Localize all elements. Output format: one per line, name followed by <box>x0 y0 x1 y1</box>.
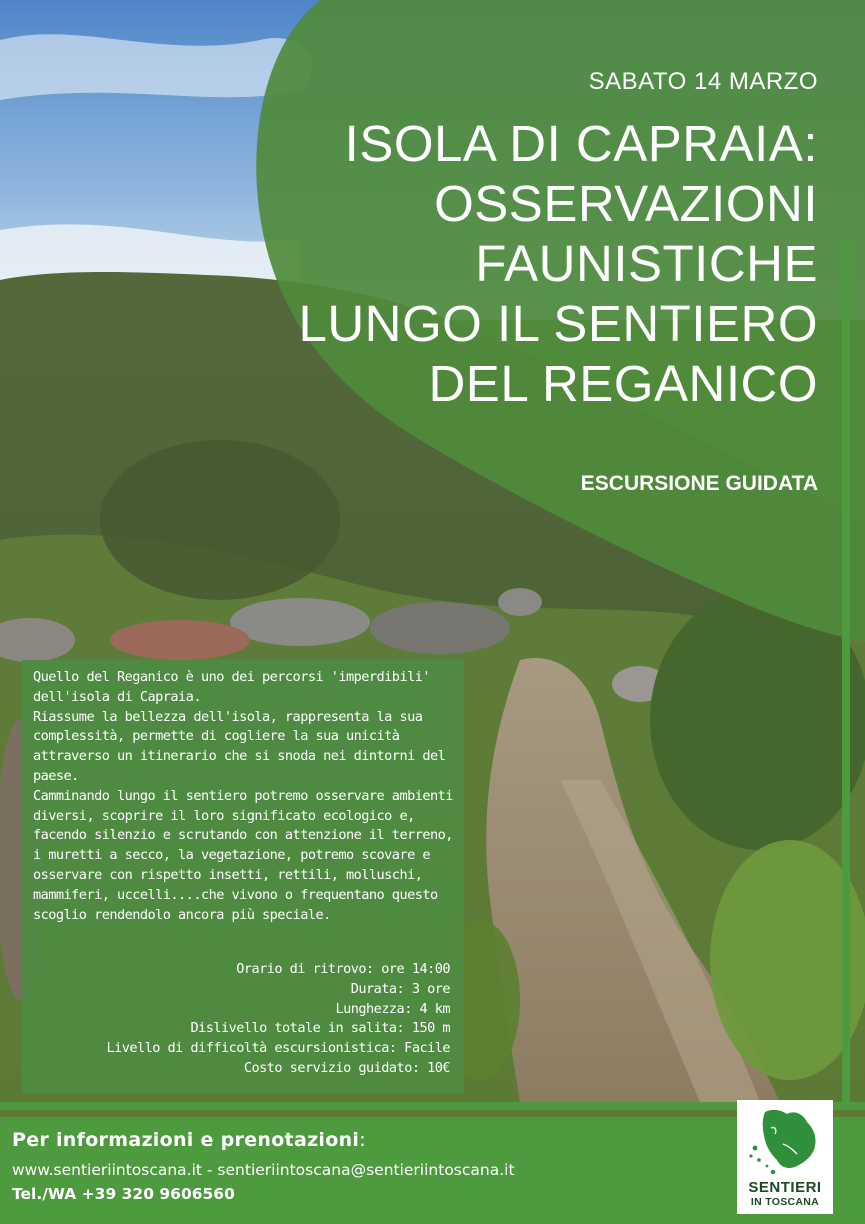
guided-service-cost: Costo servizio guidato: 10€ <box>243 1059 450 1076</box>
info-heading-text: Per informazioni e prenotazioni <box>12 1129 360 1151</box>
info-heading <box>12 1129 366 1151</box>
tuscany-map-icon <box>737 1100 833 1180</box>
title-line: ISOLA DI CAPRAIA: <box>344 115 818 172</box>
event-date: SABATO 14 MARZO <box>588 68 818 95</box>
elevation-gain: Dislivello totale in salita: 150 m <box>190 1020 450 1037</box>
duration: Durata: 3 ore <box>350 980 450 997</box>
logo-title: SENTIERI <box>748 1179 822 1196</box>
description-paragraph: Quello del Reganico è uno dei percorsi 'imperdibili' dell'isola di Capraia. <box>33 669 430 705</box>
title-line: FAUNISTICHE <box>475 235 818 292</box>
description-paragraph: Riassume la bellezza dell'isola, rappresenta la sua complessità, permette di cogliere la sua unicità attraverso un itinerario che si snoda nei dintorni del paese. <box>33 708 446 784</box>
event-type: ESCURSIONE GUIDATA <box>580 472 818 495</box>
description-box <box>22 660 464 1093</box>
footer-contact-bar <box>0 1117 865 1224</box>
title-line: LUNGO IL SENTIERO <box>298 295 818 352</box>
meeting-time: Orario di ritrovo: ore 14:00 <box>236 961 450 977</box>
description-text <box>33 668 465 925</box>
horizontal-accent-line <box>0 1102 865 1110</box>
vertical-accent-line <box>842 240 850 1105</box>
description-paragraph: Camminando lungo il sentiero potremo osservare ambienti diversi, scoprire il loro significato ecologico e, facendo silenzio e scrutando con attenzione il terreno, i muretti a secco, la vegetazione, potremo scovare e osservare con rispetto insetti, rettili, molluschi, mammiferi, uccelli....che vivono o frequentano questo scoglio rendendolo ancora più speciale. <box>33 787 453 923</box>
length: Lunghezza: 4 km <box>335 1000 450 1017</box>
sentieri-in-toscana-logo <box>737 1100 833 1214</box>
logo-subtitle: IN TOSCANA <box>750 1196 820 1208</box>
title-line: OSSERVAZIONI <box>434 175 818 232</box>
difficulty-level: Livello di difficoltà escursionistica: Facile <box>106 1040 450 1057</box>
phone-number: Tel./WA +39 320 9606560 <box>12 1185 235 1203</box>
info-heading-colon: : <box>359 1129 366 1151</box>
website-and-email: www.sentieriintoscana.it - sentieriintoscana@sentieriintoscana.it <box>12 1161 515 1179</box>
event-title <box>298 114 818 414</box>
event-details <box>106 960 450 1079</box>
title-line: DEL REGANICO <box>428 355 818 412</box>
